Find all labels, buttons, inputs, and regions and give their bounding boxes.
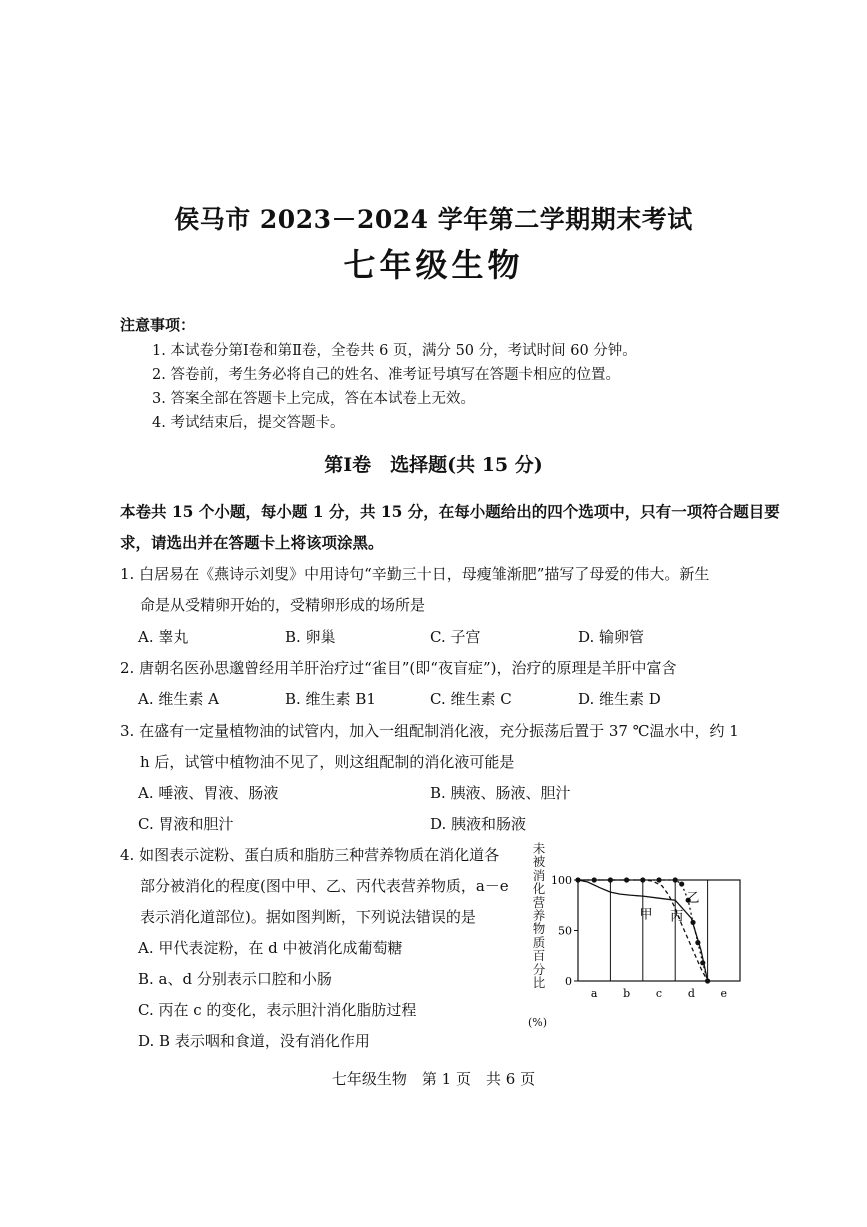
question-4-option-b: B. a、d 分别表示口腔和小肠 [138,970,332,988]
chart-y-tick-label: 0 [565,975,572,988]
notice-heading: 注意事项： [120,316,196,334]
question-4-line-2: 部分被消化的程度(图中甲、乙、丙代表营养物质，a－e [140,877,509,895]
section-instructions-line-2: 求，请选出并在答题卡上将该项涂黑。 [120,533,384,552]
question-3-line-1: 3. 在盛有一定量植物油的试管内，加入一组配制消化液，充分振荡后置于 37 ℃温水中，约 1 [120,722,739,740]
chart-series-label: 乙 [686,891,700,907]
digestion-chart [520,838,750,1038]
question-3-option-d: D. 胰液和肠液 [430,815,527,833]
section-instructions-line-1: 本卷共 15 个小题，每小题 1 分，共 15 分，在每小题给出的四个选项中，只有一项符合题目要 [120,502,780,521]
chart-data-point [656,877,661,882]
page-footer: 七年级生物 第 1 页 共 6 页 [331,1070,536,1088]
question-4-line-3: 表示消化道部位)。据如图判断，下列说法错误的是 [140,908,476,926]
question-3-option-b: B. 胰液、肠液、胆汁 [430,784,571,802]
question-1-option-b: B. 卵巢 [285,628,336,646]
chart-y-tick-label: 100 [551,874,572,887]
chart-x-tick-label: e [720,987,728,1000]
chart-x-tick-label: d [687,987,695,1000]
chart-data-point [679,881,684,886]
chart-y-axis-label: 未被消化营养物质百分比 [532,841,546,991]
question-2-option-a: A. 维生素 A [138,690,219,708]
chart-x-tick-label: b [623,987,631,1000]
section-title: 第Ⅰ卷 选择题(共 15 分) [324,454,543,476]
question-1-option-a: A. 睾丸 [138,628,189,646]
question-4-option-d: D. B 表示咽和食道，没有消化作用 [138,1032,370,1050]
chart-series-label: 甲 [639,907,653,923]
chart-data-point [690,920,695,925]
notice-item-3: 3. 答案全部在答题卡上完成，答在本试卷上无效。 [152,391,475,407]
question-2-line-1: 2. 唐朝名医孙思邈曾经用羊肝治疗过“雀目”(即“夜盲症”)，治疗的原理是羊肝中富含 [120,659,677,677]
question-4-option-c: C. 丙在 c 的变化，表示胆汁消化脂肪过程 [138,1001,417,1019]
question-4-line-1: 4. 如图表示淀粉、蛋白质和脂肪三种营养物质在消化道各 [120,846,500,864]
chart-data-point [695,940,700,945]
question-1-option-c: C. 子宫 [430,628,481,646]
subject-title: 七年级生物 [343,246,524,284]
exam-title: 侯马市 2023－2024 学年第二学期期末考试 [174,205,693,234]
chart-data-point [673,877,678,882]
question-3-line-2: h 后，试管中植物油不见了，则这组配制的消化液可能是 [140,753,515,771]
notice-item-4: 4. 考试结束后，提交答题卡。 [152,415,345,431]
notice-item-2: 2. 答卷前，考生务必将自己的姓名、准考证号填写在答题卡相应的位置。 [152,367,620,383]
question-1-line-1: 1. 白居易在《燕诗示刘叟》中用诗句“辛勤三十日，母瘦雏渐肥”描写了母爱的伟大。新生 [120,565,710,583]
chart-data-point [700,960,705,965]
chart-frame [578,880,740,981]
chart-y-axis-unit: (%) [528,1016,548,1029]
chart-x-tick-label: c [655,987,663,1000]
question-2-option-c: C. 维生素 C [430,690,512,708]
chart-plot [520,838,750,1038]
notice-item-1: 1. 本试卷分第Ⅰ卷和第Ⅱ卷，全卷共 6 页，满分 50 分，考试时间 60 分钟。 [152,343,637,359]
question-1-line-2: 命是从受精卵开始的，受精卵形成的场所是 [140,596,426,614]
question-2-option-d: D. 维生素 D [578,690,661,708]
question-4-option-a: A. 甲代表淀粉，在 d 中被消化成葡萄糖 [138,939,403,957]
chart-y-tick-label: 50 [558,924,572,938]
chart-series-label: 丙 [670,909,684,925]
chart-x-tick-label: a [590,987,598,1000]
question-3-option-a: A. 唾液、胃液、肠液 [138,784,279,802]
question-1-option-d: D. 输卵管 [578,628,645,646]
question-3-option-c: C. 胃液和胆汁 [138,815,234,833]
question-2-option-b: B. 维生素 B1 [285,690,376,708]
